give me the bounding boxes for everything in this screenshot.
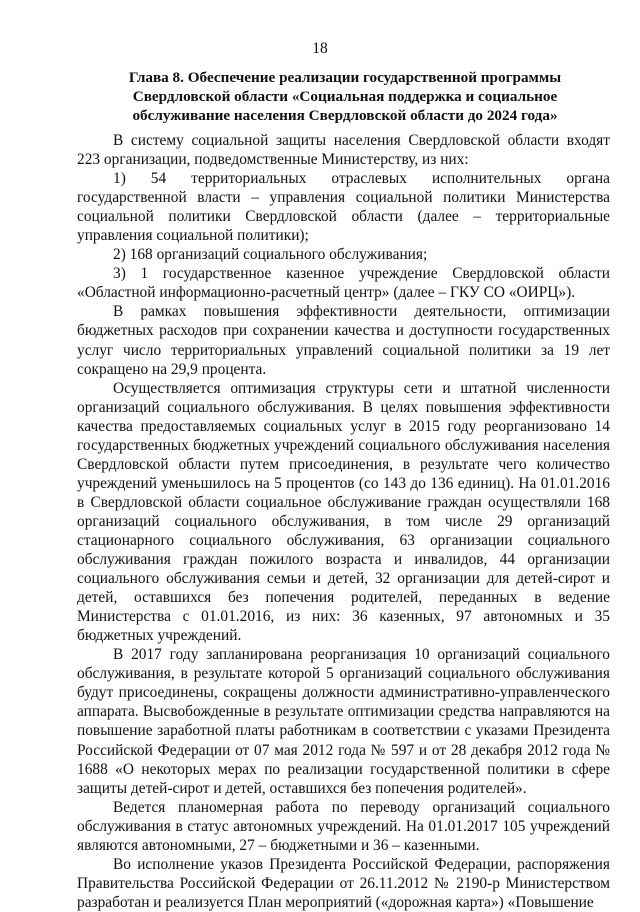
paragraph-reorganization-2017: В 2017 году запланирована реорганизация 10 организаций социального обслуживания, в результате которой 5 организаций социального обслуживания будут присоединены, сокращены должности административно-управленческого аппарата. Высвобожденные в результате оптимизации средства направляются на повышение заработной платы работникам в соответствии с указами Президента Российской Федерации от 07 мая 2012 года № 597 и от 28 декабря 2012 года № 1688 «О некоторых мерах по реализации государственной политики в сфере защиты детей-сирот и детей, оставшихся без попечения родителей».	[77, 646, 610, 797]
paragraph-network-optimization: Осуществляется оптимизация структуры сети и штатной численности организаций социального обслуживания. В целях повышения эффективности качества предоставляемых социальных услуг в 2015 году реорганизовано 14 государственных бюджетных учреждений социального обслуживания населения Свердловской области путем присоединения, в результате чего количество учреждений уменьшилось на 5 процентов (со 143 до 136 единиц). На 01.01.2016 в Свердловской области социальное обслуживание граждан осуществляли 168 организаций социального обслуживания, в том числе 29 организаций стационарного социального обслуживания, 63 организации социального обслуживания граждан пожилого возраста и инвалидов, 44 организации социального обслуживания семьи и детей, 32 организации для детей-сирот и детей, оставшихся без попечения родителей, переданных в ведение Министерства с 01.01.2016, из них: 36 казенных, 97 автономных и 35 бюджетных учреждений.	[77, 379, 610, 645]
list-item-info-center: 3) 1 государственное казенное учреждение Свердловской области «Областной информационно-расчетный центр» (далее – ГКУ СО «ОИРЦ»).	[77, 265, 610, 302]
list-item-territorial-departments: 1) 54 территориальных отраслевых исполнительных органа государственной власти – управления социальной политики Министерства социальной политики Свердловской области (далее – территориальные управления социальной политики);	[77, 170, 610, 245]
chapter-heading-line: обслуживание населения Свердловской области до 2024 года»	[132, 107, 558, 124]
page-number: 18	[312, 40, 328, 57]
paragraph-roadmap: Во исполнение указов Президента Российской Федерации, распоряжения Правительства Российской Федерации от 26.11.2012 № 2190-р Министерством разработан и реализуется План мероприятий («дорожная карта») «Повышение	[77, 855, 610, 911]
list-item-service-organizations: 2) 168 организаций социального обслуживания;	[113, 246, 428, 264]
chapter-heading-line: Глава 8. Обеспечение реализации государственной программы	[128, 69, 562, 86]
body-text	[77, 131, 610, 912]
chapter-heading	[80, 68, 610, 125]
paragraph-autonomous-status: Ведется планомерная работа по переводу организаций социального обслуживания в статус автономных учреждений. На 01.01.2017 105 учреждений являются автономными, 27 – бюджетными и 36 – казенными.	[77, 798, 610, 854]
paragraph-efficiency: В рамках повышения эффективности деятельности, оптимизации бюджетных расходов при сохранении качества и доступности государственных услуг число территориальных управлений социальной политики за 19 лет сокращено на 29,9 процента.	[77, 303, 610, 378]
chapter-heading-line: Свердловской области «Социальная поддержка и социальное	[132, 88, 558, 105]
paragraph-intro: В систему социальной защиты населения Свердловской области входят 223 организации, подведомственные Министерству, из них:	[77, 132, 610, 169]
